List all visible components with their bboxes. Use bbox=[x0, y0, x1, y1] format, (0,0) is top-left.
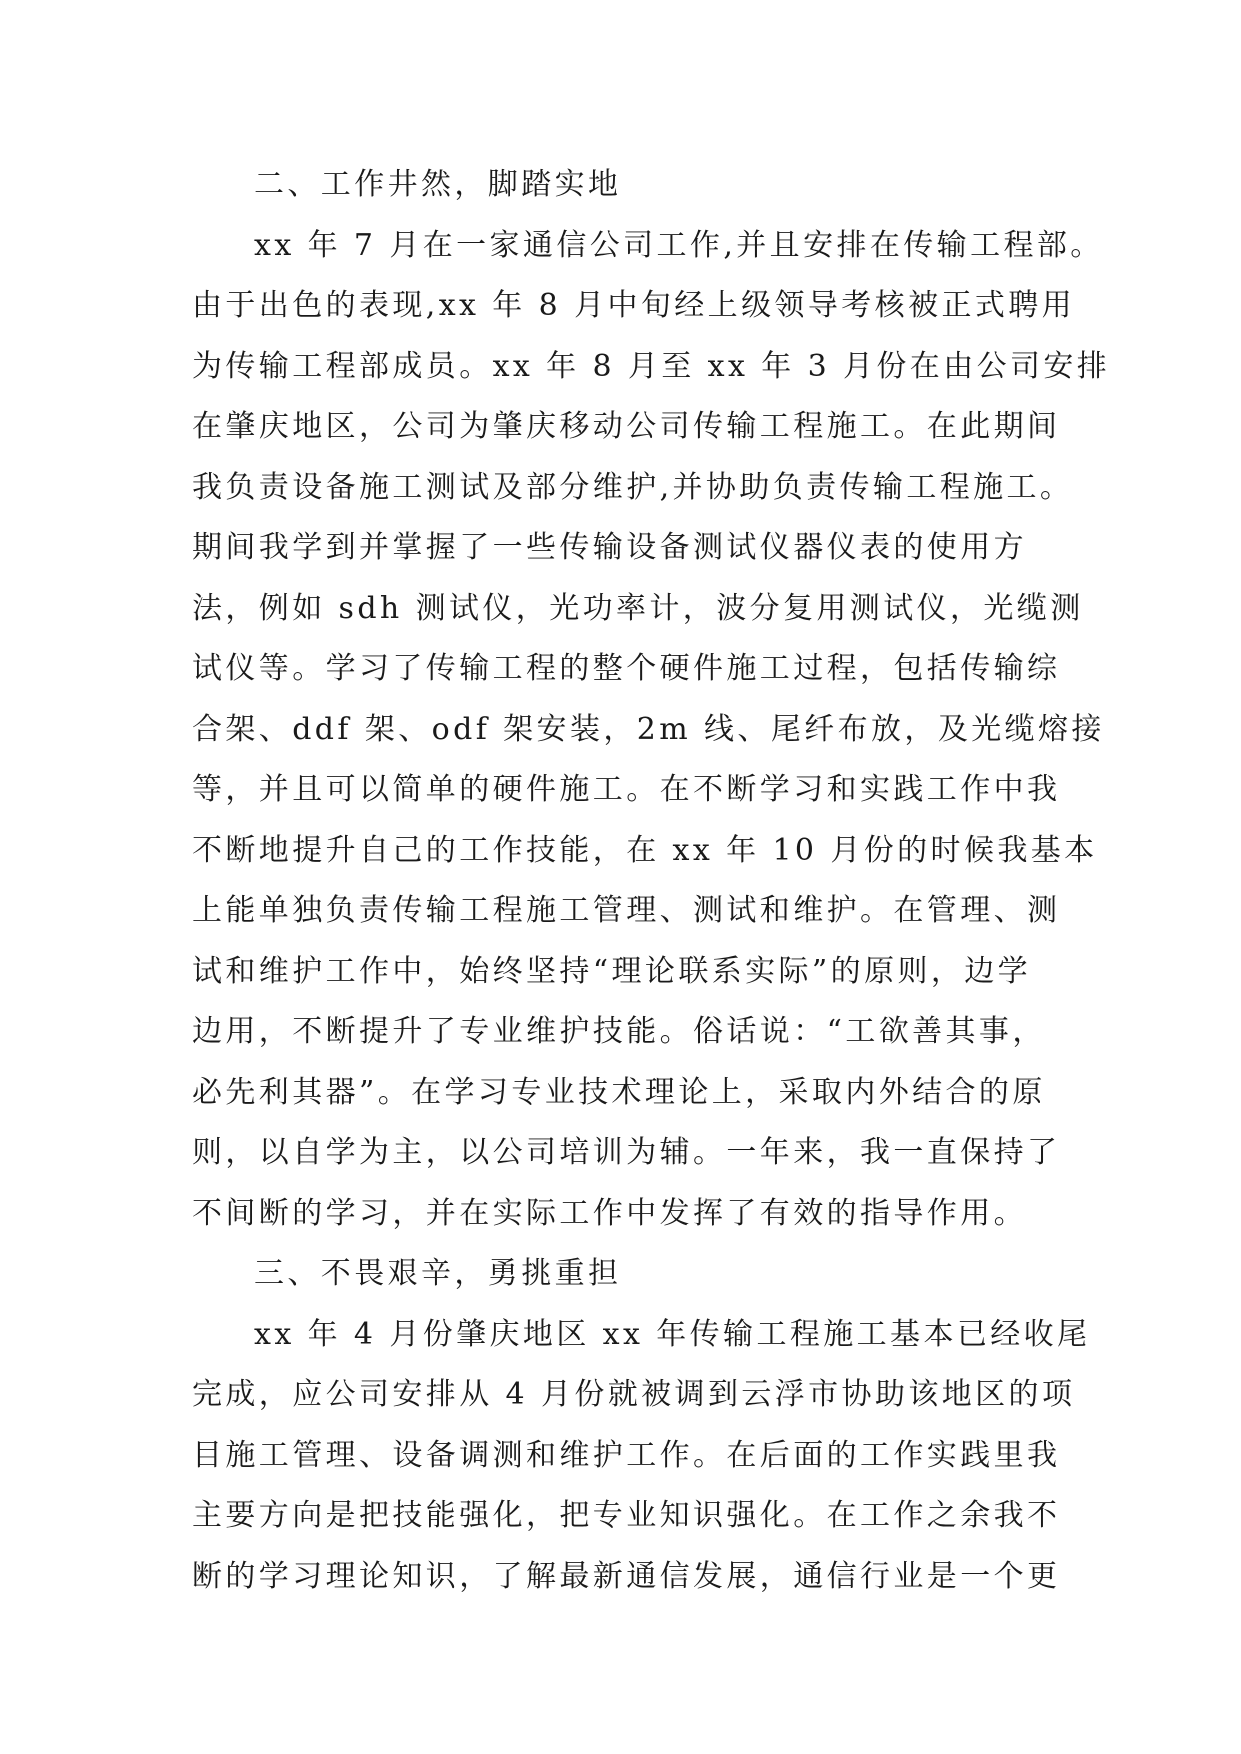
paragraph-line: 合架、ddf 架、odf 架安装，2m 线、尾纤布放，及光缆熔接 bbox=[192, 711, 1105, 747]
paragraph-line: 断的学习理论知识，了解最新通信发展，通信行业是一个更 bbox=[192, 1558, 1061, 1594]
paragraph-line: 由于出色的表现,xx 年 8 月中旬经上级领导考核被正式聘用 bbox=[192, 288, 1076, 323]
paragraph-line: 目施工管理、设备调测和维护工作。在后面的工作实践里我 bbox=[192, 1437, 1061, 1473]
paragraph-line: 不断地提升自己的工作技能，在 xx 年 10 月份的时候我基本 bbox=[192, 832, 1098, 868]
paragraph-line: 试仪等。学习了传输工程的整个硬件施工过程，包括传输综 bbox=[192, 651, 1061, 686]
paragraph-line: 必先利其器”。在学习专业技术理论上，采取内外结合的原 bbox=[192, 1074, 1046, 1110]
paragraph-line: 法，例如 sdh 测试仪，光功率计，波分复用测试仪，光缆测 bbox=[192, 590, 1084, 626]
paragraph-line: 期间我学到并掌握了一些传输设备测试仪器仪表的使用方 bbox=[192, 530, 1027, 565]
paragraph-line: 则，以自学为主，以公司培训为辅。一年来，我一直保持了 bbox=[192, 1135, 1061, 1170]
section-heading-2: 二、工作井然，脚踏实地 bbox=[254, 167, 622, 202]
paragraph-line: 完成，应公司安排从 4 月份就被调到云浮市协助该地区的项 bbox=[192, 1377, 1076, 1412]
paragraph-line: 试和维护工作中，始终坚持“理论联系实际”的原则，边学 bbox=[192, 953, 1032, 989]
section-heading-3: 三、不畏艰辛，勇挑重担 bbox=[254, 1256, 622, 1291]
paragraph-line: 边用，不断提升了专业维护技能。俗话说：“工欲善其事， bbox=[192, 1014, 1046, 1049]
paragraph-line: 等，并且可以简单的硬件施工。在不断学习和实践工作中我 bbox=[192, 772, 1061, 807]
paragraph-line: 不间断的学习，并在实际工作中发挥了有效的指导作用。 bbox=[192, 1195, 1027, 1231]
paragraph-line: 主要方向是把技能强化，把专业知识强化。在工作之余我不 bbox=[192, 1498, 1061, 1533]
paragraph-line: 上能单独负责传输工程施工管理、测试和维护。在管理、测 bbox=[192, 893, 1061, 928]
document-body bbox=[192, 155, 1111, 1607]
paragraph-line: 在肇庆地区，公司为肇庆移动公司传输工程施工。在此期间 bbox=[192, 409, 1061, 444]
paragraph-line: 我负责设备施工测试及部分维护,并协助负责传输工程施工。 bbox=[192, 469, 1074, 505]
paragraph-line: 为传输工程部成员。xx 年 8 月至 xx 年 3 月份在由公司安排 bbox=[192, 348, 1111, 384]
paragraph-line: xx 年 7 月在一家通信公司工作,并且安排在传输工程部。 bbox=[254, 227, 1104, 263]
paragraph-line: xx 年 4 月份肇庆地区 xx 年传输工程施工基本已经收尾 bbox=[254, 1316, 1091, 1352]
